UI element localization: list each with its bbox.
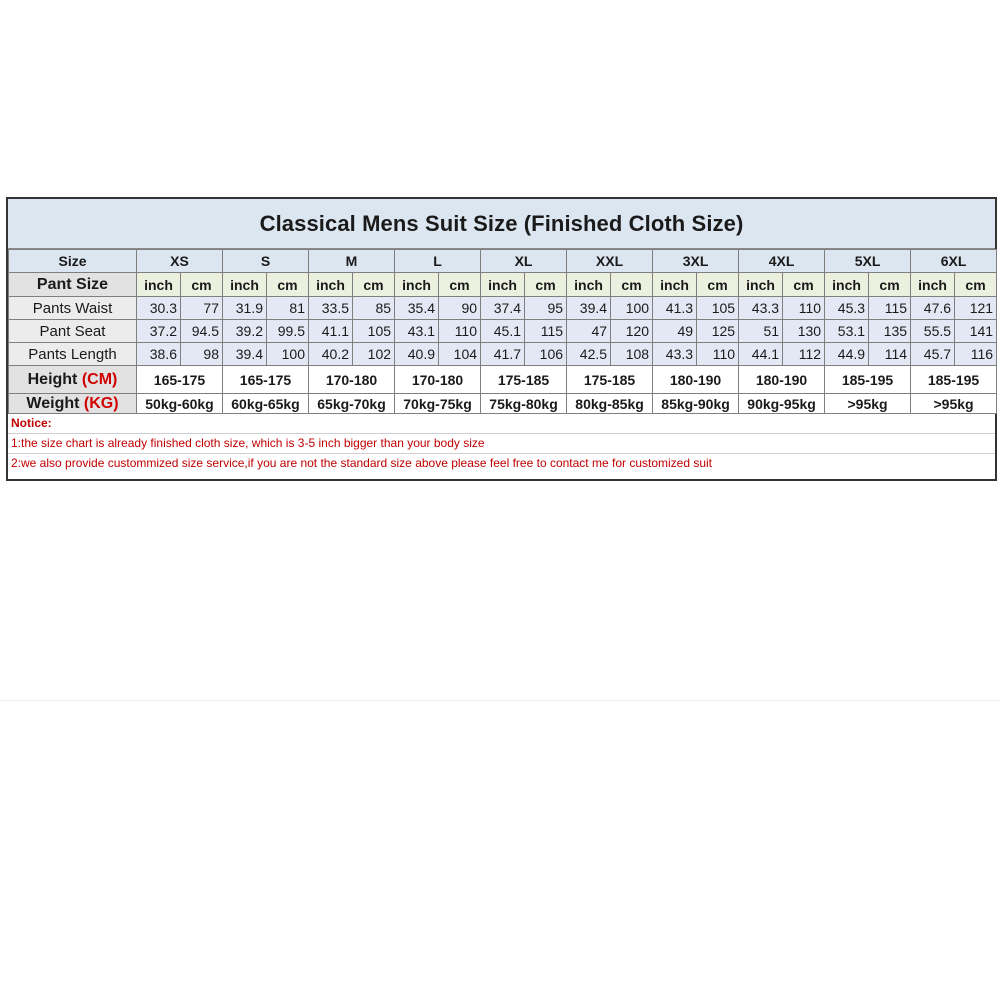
table-cell: 120 bbox=[611, 320, 653, 343]
unit-cm: cm bbox=[525, 273, 567, 297]
table-cell: 41.7 bbox=[481, 343, 525, 366]
unit-inch: inch bbox=[395, 273, 439, 297]
table-cell: 39.4 bbox=[567, 297, 611, 320]
weight-value: 50kg-60kg bbox=[137, 394, 223, 414]
height-label-text: Height bbox=[27, 370, 78, 388]
weight-label-text: Weight bbox=[26, 394, 80, 412]
height-value: 185-195 bbox=[911, 366, 997, 394]
table-cell: 41.1 bbox=[309, 320, 353, 343]
table-cell: 37.2 bbox=[137, 320, 181, 343]
table-cell: 77 bbox=[181, 297, 223, 320]
table-cell: 42.5 bbox=[567, 343, 611, 366]
table-cell: 106 bbox=[525, 343, 567, 366]
unit-inch: inch bbox=[567, 273, 611, 297]
table-cell: 98 bbox=[181, 343, 223, 366]
unit-cm: cm bbox=[439, 273, 481, 297]
table-cell: 85 bbox=[353, 297, 395, 320]
unit-cm: cm bbox=[955, 273, 997, 297]
table-cell: 39.4 bbox=[223, 343, 267, 366]
height-label bbox=[9, 366, 137, 394]
table-cell: 38.6 bbox=[137, 343, 181, 366]
weight-value: 60kg-65kg bbox=[223, 394, 309, 414]
unit-cm: cm bbox=[181, 273, 223, 297]
table-cell: 108 bbox=[611, 343, 653, 366]
unit-inch: inch bbox=[653, 273, 697, 297]
table-cell: 44.1 bbox=[739, 343, 783, 366]
table-cell: 33.5 bbox=[309, 297, 353, 320]
table-cell: 31.9 bbox=[223, 297, 267, 320]
height-value: 175-185 bbox=[481, 366, 567, 394]
unit-inch: inch bbox=[481, 273, 525, 297]
height-value: 165-175 bbox=[137, 366, 223, 394]
measure-row bbox=[9, 320, 997, 343]
table-cell: 102 bbox=[353, 343, 395, 366]
notice-line-1: 1:the size chart is already finished cloth size, which is 3-5 inch bigger than your body size bbox=[8, 434, 995, 454]
height-unit: (CM) bbox=[81, 370, 118, 388]
table-cell: 45.7 bbox=[911, 343, 955, 366]
weight-value: 80kg-85kg bbox=[567, 394, 653, 414]
table-cell: 110 bbox=[697, 343, 739, 366]
table-cell: 47.6 bbox=[911, 297, 955, 320]
unit-cm: cm bbox=[869, 273, 911, 297]
table-cell: 105 bbox=[697, 297, 739, 320]
table-cell: 44.9 bbox=[825, 343, 869, 366]
table-cell: 51 bbox=[739, 320, 783, 343]
table-cell: 30.3 bbox=[137, 297, 181, 320]
size-header-4xl: 4XL bbox=[739, 250, 825, 273]
size-header-m: M bbox=[309, 250, 395, 273]
height-value: 180-190 bbox=[653, 366, 739, 394]
table-cell: 40.2 bbox=[309, 343, 353, 366]
row-label: Pant Seat bbox=[9, 320, 137, 343]
unit-inch: inch bbox=[309, 273, 353, 297]
unit-inch: inch bbox=[739, 273, 783, 297]
table-cell: 47 bbox=[567, 320, 611, 343]
height-value: 185-195 bbox=[825, 366, 911, 394]
size-header-s: S bbox=[223, 250, 309, 273]
size-header-l: L bbox=[395, 250, 481, 273]
divider bbox=[0, 700, 1000, 701]
size-label: Size bbox=[9, 250, 137, 273]
unit-cm: cm bbox=[353, 273, 395, 297]
weight-value: >95kg bbox=[825, 394, 911, 414]
unit-cm: cm bbox=[611, 273, 653, 297]
table-cell: 105 bbox=[353, 320, 395, 343]
table-cell: 114 bbox=[869, 343, 911, 366]
table-cell: 43.3 bbox=[739, 297, 783, 320]
notice-title: Notice: bbox=[8, 414, 995, 434]
table-cell: 104 bbox=[439, 343, 481, 366]
table-cell: 121 bbox=[955, 297, 997, 320]
size-table bbox=[8, 249, 997, 414]
table-cell: 141 bbox=[955, 320, 997, 343]
weight-value: >95kg bbox=[911, 394, 997, 414]
measure-row bbox=[9, 297, 997, 320]
chart-title: Classical Mens Suit Size (Finished Cloth Size) bbox=[8, 199, 995, 249]
table-cell: 100 bbox=[267, 343, 309, 366]
weight-value: 85kg-90kg bbox=[653, 394, 739, 414]
size-header-row bbox=[9, 250, 997, 273]
table-cell: 95 bbox=[525, 297, 567, 320]
weight-row bbox=[9, 394, 997, 414]
size-header-5xl: 5XL bbox=[825, 250, 911, 273]
table-cell: 53.1 bbox=[825, 320, 869, 343]
height-value: 175-185 bbox=[567, 366, 653, 394]
table-cell: 100 bbox=[611, 297, 653, 320]
unit-inch: inch bbox=[911, 273, 955, 297]
table-cell: 125 bbox=[697, 320, 739, 343]
table-cell: 55.5 bbox=[911, 320, 955, 343]
table-cell: 45.1 bbox=[481, 320, 525, 343]
table-cell: 43.1 bbox=[395, 320, 439, 343]
weight-value: 90kg-95kg bbox=[739, 394, 825, 414]
row-label: Pants Waist bbox=[9, 297, 137, 320]
measure-row bbox=[9, 343, 997, 366]
table-cell: 35.4 bbox=[395, 297, 439, 320]
table-cell: 40.9 bbox=[395, 343, 439, 366]
weight-label bbox=[9, 394, 137, 414]
table-cell: 81 bbox=[267, 297, 309, 320]
weight-value: 75kg-80kg bbox=[481, 394, 567, 414]
height-value: 165-175 bbox=[223, 366, 309, 394]
size-header-xxl: XXL bbox=[567, 250, 653, 273]
size-header-6xl: 6XL bbox=[911, 250, 997, 273]
table-cell: 90 bbox=[439, 297, 481, 320]
weight-unit: (KG) bbox=[83, 394, 119, 412]
size-header-3xl: 3XL bbox=[653, 250, 739, 273]
table-cell: 130 bbox=[783, 320, 825, 343]
height-value: 180-190 bbox=[739, 366, 825, 394]
table-cell: 99.5 bbox=[267, 320, 309, 343]
table-cell: 110 bbox=[439, 320, 481, 343]
unit-cm: cm bbox=[783, 273, 825, 297]
pant-size-label: Pant Size bbox=[9, 273, 137, 297]
size-header-xl: XL bbox=[481, 250, 567, 273]
notice-line-2: 2:we also provide custommized size service,if you are not the standard size above please feel free to contact me for customized suit bbox=[11, 456, 713, 470]
weight-value: 65kg-70kg bbox=[309, 394, 395, 414]
table-cell: 135 bbox=[869, 320, 911, 343]
table-cell: 94.5 bbox=[181, 320, 223, 343]
unit-inch: inch bbox=[137, 273, 181, 297]
table-cell: 112 bbox=[783, 343, 825, 366]
size-chart bbox=[6, 197, 997, 481]
notice-section bbox=[8, 414, 995, 473]
table-cell: 115 bbox=[869, 297, 911, 320]
weight-value: 70kg-75kg bbox=[395, 394, 481, 414]
table-cell: 45.3 bbox=[825, 297, 869, 320]
height-row bbox=[9, 366, 997, 394]
table-cell: 43.3 bbox=[653, 343, 697, 366]
height-value: 170-180 bbox=[309, 366, 395, 394]
table-cell: 37.4 bbox=[481, 297, 525, 320]
unit-cm: cm bbox=[697, 273, 739, 297]
table-cell: 110 bbox=[783, 297, 825, 320]
units-row bbox=[9, 273, 997, 297]
table-cell: 116 bbox=[955, 343, 997, 366]
size-header-xs: XS bbox=[137, 250, 223, 273]
unit-inch: inch bbox=[223, 273, 267, 297]
height-value: 170-180 bbox=[395, 366, 481, 394]
table-cell: 39.2 bbox=[223, 320, 267, 343]
unit-inch: inch bbox=[825, 273, 869, 297]
table-cell: 115 bbox=[525, 320, 567, 343]
row-label: Pants Length bbox=[9, 343, 137, 366]
table-cell: 41.3 bbox=[653, 297, 697, 320]
table-cell: 49 bbox=[653, 320, 697, 343]
unit-cm: cm bbox=[267, 273, 309, 297]
